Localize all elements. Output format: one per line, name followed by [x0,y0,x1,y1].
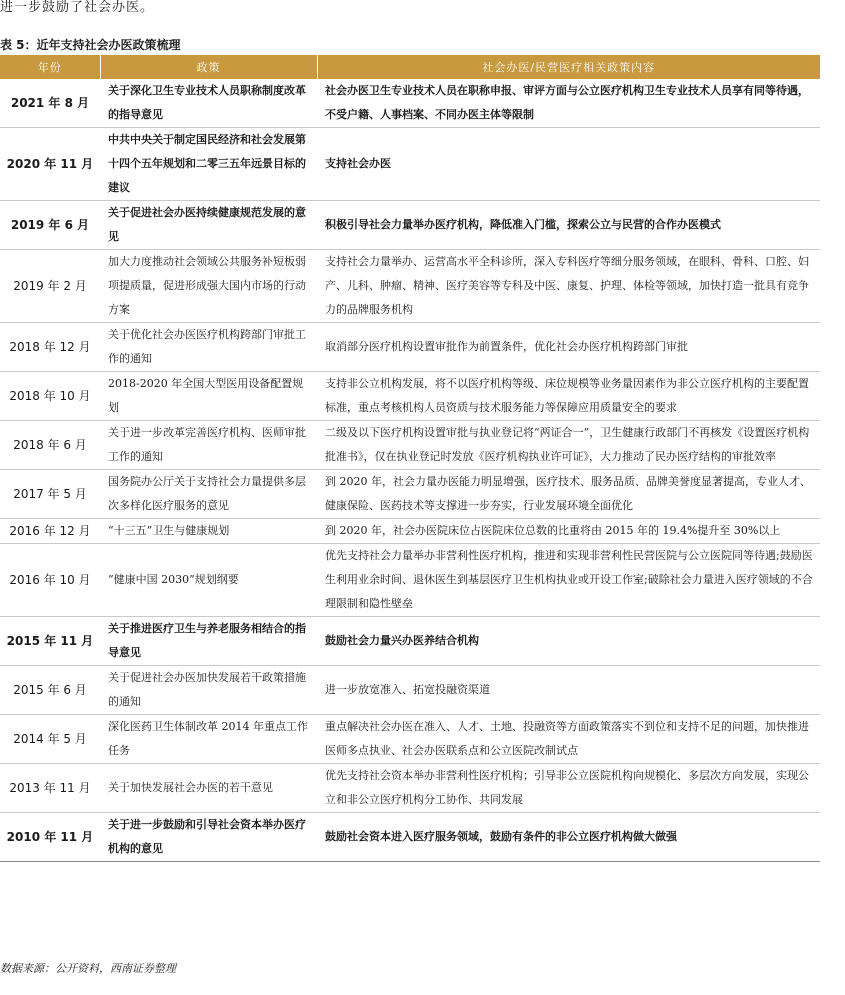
policy-cell: 关于促进社会办医持续健康规范发展的意见 [100,201,317,250]
year-cell: 2010 年 11 月 [0,813,100,862]
table-row [0,470,820,519]
policy-cell: 关于进一步改革完善医疗机构、医师审批工作的通知 [100,421,317,470]
content-cell: 进一步放宽准入、拓宽投融资渠道 [317,666,820,715]
table-row [0,201,820,250]
content-cell: 重点解决社会办医在准入、人才、土地、投融资等方面政策落实不到位和支持不足的问题，加快推进医师多点执业、社会办医联系点和公立医院改制试点 [317,715,820,764]
table-row [0,372,820,421]
content-cell: 鼓励社会力量兴办医养结合机构 [317,617,820,666]
table-caption: 表 5：近年支持社会办医政策梳理 [0,38,181,52]
table-row [0,519,820,544]
table-row [0,79,820,128]
content-cell: 社会办医卫生专业技术人员在职称申报、审评方面与公立医疗机构卫生专业技术人员享有同等待遇，不受户籍、人事档案、不同办医主体等限制 [317,79,820,128]
policy-cell: 关于加快发展社会办医的若干意见 [100,764,317,813]
table-row [0,128,820,201]
policy-cell: 关于促进社会办医加快发展若干政策措施的通知 [100,666,317,715]
year-cell: 2013 年 11 月 [0,764,100,813]
year-cell: 2021 年 8 月 [0,79,100,128]
table-row [0,250,820,323]
policy-cell: 关于推进医疗卫生与养老服务相结合的指导意见 [100,617,317,666]
content-cell: 二级及以下医疗机构设置审批与执业登记将“两证合一”，卫生健康行政部门不再核发《设置医疗机构批准书》，仅在执业登记时发放《医疗机构执业许可证》，大力推动了民办医疗结构的审批效率 [317,421,820,470]
content-cell: 取消部分医疗机构设置审批作为前置条件，优化社会办医疗机构跨部门审批 [317,323,820,372]
table-header-row [0,55,820,79]
table-row [0,544,820,617]
year-cell: 2014 年 5 月 [0,715,100,764]
policy-cell: “十三五”卫生与健康规划 [100,519,317,544]
policy-cell: 加大力度推动社会领域公共服务补短板弱项提质量，促进形成强大国内市场的行动方案 [100,250,317,323]
table-row [0,617,820,666]
policy-table [0,55,820,862]
year-cell: 2018 年 12 月 [0,323,100,372]
year-cell: 2019 年 6 月 [0,201,100,250]
content-cell: 到 2020 年，社会力量办医能力明显增强，医疗技术、服务品质、品牌美誉度显著提高，专业人才、健康保险、医药技术等支撑进一步夯实，行业发展环境全面优化 [317,470,820,519]
table-row [0,666,820,715]
policy-cell: 深化医药卫生体制改革 2014 年重点工作任务 [100,715,317,764]
policy-cell: 关于进一步鼓励和引导社会资本举办医疗机构的意见 [100,813,317,862]
year-cell: 2018 年 10 月 [0,372,100,421]
policy-cell: 2018-2020 年全国大型医用设备配置规划 [100,372,317,421]
content-cell: 鼓励社会资本进入医疗服务领域，鼓励有条件的非公立医疗机构做大做强 [317,813,820,862]
header-policy: 政策 [100,55,317,79]
table-row [0,764,820,813]
table-row [0,421,820,470]
content-cell: 支持非公立机构发展，将不以医疗机构等级、床位规模等业务量因素作为非公立医疗机构的主要配置标准，重点考核机构人员资质与技术服务能力等保障应用质量安全的要求 [317,372,820,421]
year-cell: 2016 年 12 月 [0,519,100,544]
year-cell: 2019 年 2 月 [0,250,100,323]
content-cell: 优先支持社会资本举办非营利性医疗机构；引导非公立医院机构向规模化、多层次方向发展，实现公立和非公立医疗机构分工协作、共同发展 [317,764,820,813]
header-content: 社会办医/民营医疗相关政策内容 [317,55,820,79]
content-cell: 支持社会力量举办、运营高水平全科诊所，深入专科医疗等细分服务领域，在眼科、骨科、口腔、妇产、儿科、肿瘤、精神、医疗美容等专科及中医、康复、护理、体检等领域，加快打造一批具有竞争力的品牌服务机构 [317,250,820,323]
year-cell: 2015 年 6 月 [0,666,100,715]
content-cell: 到 2020 年，社会办医院床位占医院床位总数的比重将由 2015 年的 19.4%提升至 30%以上 [317,519,820,544]
content-cell: 支持社会办医 [317,128,820,201]
year-cell: 2018 年 6 月 [0,421,100,470]
content-cell: 优先支持社会力量举办非营利性医疗机构，推进和实现非营利性民营医院与公立医院同等待遇;鼓励医生利用业余时间、退休医生到基层医疗卫生机构执业或开设工作室;破除社会力量进入医疗领域的不合理限制和隐性壁垒 [317,544,820,617]
table-row [0,323,820,372]
year-cell: 2015 年 11 月 [0,617,100,666]
year-cell: 2017 年 5 月 [0,470,100,519]
policy-cell: 国务院办公厅关于支持社会力量提供多层次多样化医疗服务的意见 [100,470,317,519]
content-cell: 积极引导社会力量举办医疗机构，降低准入门槛，探索公立与民营的合作办医模式 [317,201,820,250]
intro-text: 进一步鼓励了社会办医。 [0,0,155,15]
policy-cell: 中共中央关于制定国民经济和社会发展第十四个五年规划和二零三五年远景目标的建议 [100,128,317,201]
policy-cell: “健康中国 2030”规划纲要 [100,544,317,617]
year-cell: 2016 年 10 月 [0,544,100,617]
year-cell: 2020 年 11 月 [0,128,100,201]
policy-cell: 关于深化卫生专业技术人员职称制度改革的指导意见 [100,79,317,128]
table-row [0,813,820,862]
source-note: 数据来源：公开资料，西南证券整理 [0,962,176,975]
header-year: 年份 [0,55,100,79]
policy-cell: 关于优化社会办医医疗机构跨部门审批工作的通知 [100,323,317,372]
table-row [0,715,820,764]
